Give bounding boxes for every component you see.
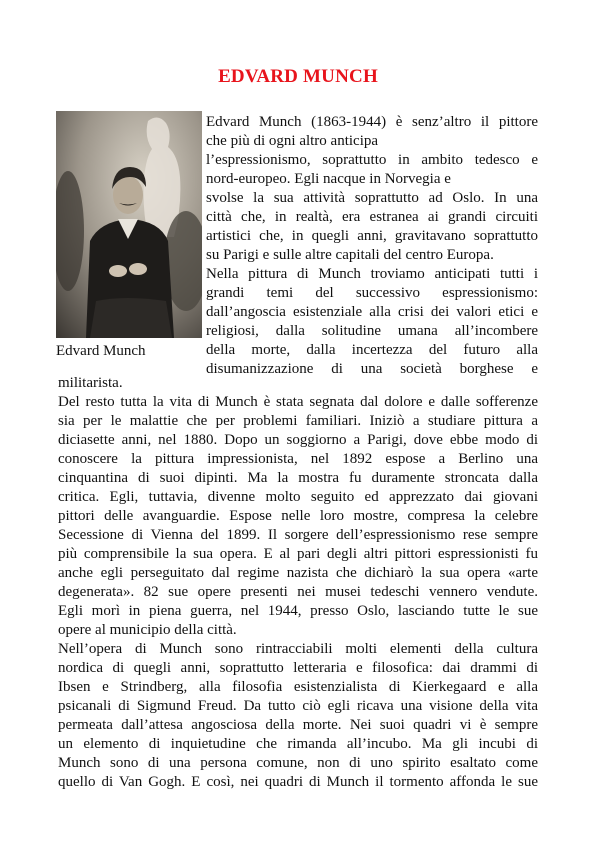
text-line: anche egli perseguitato dal regime nazista che dichiarò la sua opera «arte: [58, 565, 538, 581]
text-line: pittori delle avanguardie. Espose nelle loro mostre, compresa la celebre: [58, 508, 538, 524]
text-line: diciasette anni, nel 1880. Dopo un soggiorno a Parigi, dove ebbe modo di: [58, 432, 538, 448]
text-line: Nella pittura di Munch troviamo anticipati tutti i: [206, 266, 538, 282]
text-line: militarista.: [58, 375, 123, 391]
text-line: cinquantina di suoi dipinti. Ma la mostra fu duramente stroncata dalla: [58, 470, 538, 486]
text-line: religiosi, dalla solitudine umana all’incombere: [206, 323, 538, 339]
text-line: artistici che, in quegli anni, gravitavano soprattutto: [206, 228, 538, 244]
text-line: grandi temi del successivo espressionismo:: [206, 285, 538, 301]
text-line: nordica di quegli anni, soprattutto letteraria e filosofica: dai drammi di: [58, 660, 538, 676]
text-line: che più di ogni altro anticipa: [206, 133, 379, 149]
text-line: disumanizzazione di una società borghese e: [206, 361, 538, 377]
text-line: Del resto tutta la vita di Munch è stata segnata dal dolore e dalle sofferenze: [58, 394, 538, 410]
text-line: sia per le malattie che per problemi familiari. Iniziò a studiare pittura a: [58, 413, 538, 429]
portrait-photo: [56, 111, 202, 338]
text-line: Nell’opera di Munch sono rintracciabili molti elementi della cultura: [58, 641, 538, 657]
text-line: dall’angoscia esistenziale alla crisi dei valori etici e: [206, 304, 538, 320]
text-line: conoscere la pittura impressionista, nel 1892 espose a Berlino una: [58, 451, 538, 467]
text-line: psicanali di Sigmund Freud. Da tutto ciò egli ricava una visione della vita: [58, 698, 538, 714]
text-line: nord-europeo. Egli nacque in Norvegia e: [206, 171, 451, 187]
portrait-image: [56, 111, 202, 338]
text-line: Munch sono di una persona comune, non di uno spirito esaltato come: [58, 755, 538, 771]
text-line: l’espressionismo, soprattutto in ambito tedesco e: [206, 152, 538, 168]
text-line: Secessione di Vienna del 1899. Il sorgere dell’espressionismo rese sempre: [58, 527, 538, 543]
text-line: permeata dall’attesa angosciosa della morte. Nei suoi quadri vi è sempre: [58, 717, 538, 733]
page-title: EDVARD MUNCH: [218, 66, 378, 87]
text-line: degenerata». 82 sue opere presenti nei musei tedeschi vennero vendute.: [58, 584, 538, 600]
text-line: critica. Egli, tuttavia, divenne molto seguito ed apprezzato dai giovani: [58, 489, 538, 505]
photo-caption: Edvard Munch: [56, 343, 146, 359]
text-line: quello di Van Gogh. E così, nei quadri di Munch il tormento affonda le sue: [58, 774, 538, 790]
text-line: svolse la sua attività soprattutto ad Oslo. In una: [206, 190, 538, 206]
text-line: un elemento di inquietudine che rimanda all’incubo. Ma gli incubi di: [58, 736, 538, 752]
text-line: più comprensibile la sua opera. E al pari degli altri pittori espressionisti fu: [58, 546, 538, 562]
text-line: su Parigi e sulle altre capitali del centro Europa.: [206, 247, 494, 263]
text-line: Ibsen e Strindberg, alla filosofia esistenzialista di Kierkegaard e alla: [58, 679, 538, 695]
text-line: Egli morì in piena guerra, nel 1944, presso Oslo, lasciando tutte le sue: [58, 603, 538, 619]
text-line: Edvard Munch (1863-1944) è senz’altro il pittore: [206, 114, 538, 130]
text-line: città che, in realtà, era estranea ai grandi circuiti: [206, 209, 538, 225]
text-line: opere al municipio della città.: [58, 622, 237, 638]
text-line: della morte, dalla incertezza del futuro alla: [206, 342, 538, 358]
